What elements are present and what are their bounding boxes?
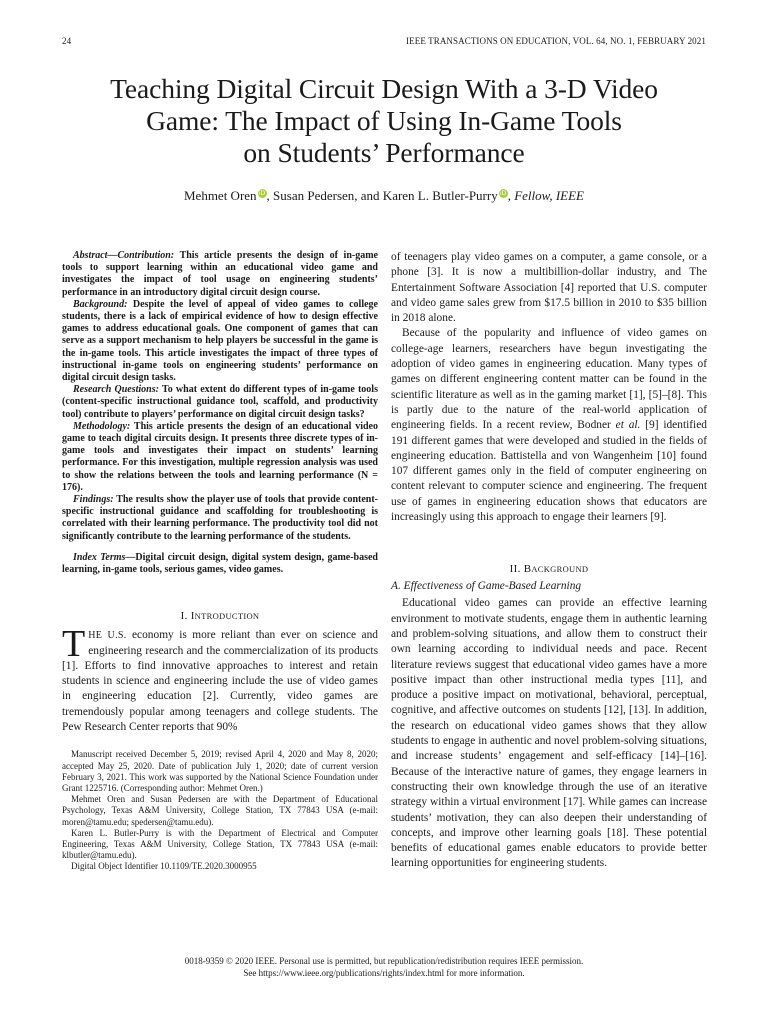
- et-al: et al.: [615, 419, 641, 432]
- body-paragraph: Educational video games can provide an effective learning environment to motivate students, engage them in authentic learning and problem-solving situations, and allow them to construct their own learning according to individual needs and pace. Recent literature reviews suggest that educational video games have a more positive impact than other instructional media types [11], and produce a positive impact on motivational, behavioral, perceptual, cognitive, and affective outcomes on students [12], [13]. In addition, the research on educational video games shows that they allow students to engage in authentic and novel problem-solving situations, and increase students’ engagement and self-efficacy [14]–[16]. Because of the interactive nature of games, they engage learners in constructing their own knowledge through the use of an iterative strategy within a virtual environment [17]. While games can increase students’ motivation, they can also deepen their understanding of concepts, and improve other learning goals [18]. These potential benefits of educational games enable educators to provide better learning opportunities for engineering students.: [391, 597, 707, 870]
- abstract-text: This article presents the design of an educational video game to teach digital circuits design. It presents three discrete types of in-game tools and investigates their impact on students’ learning performance. For this investigation, multiple regression analysis was used to show the relations between the tools and learning performance (N = 176).: [62, 420, 378, 493]
- author-list: [40, 188, 728, 204]
- abstract-label: Research Questions:: [73, 384, 159, 396]
- drop-cap: T: [62, 623, 86, 666]
- abstract-text: This article presents the design of in-game tools to support learning within an educational video game and investigates the impact of tool usage on engineering students’ performance in an introductory digital circuit design course.: [62, 250, 378, 298]
- abstract-label: Abstract—Contribution:: [73, 250, 175, 261]
- abstract-research-questions: [62, 384, 378, 421]
- subsection-heading: A. Effectiveness of Game-Based Learning: [391, 580, 582, 593]
- running-head: [62, 36, 706, 46]
- paper-title: [40, 73, 728, 169]
- abstract-label: Methodology:: [73, 420, 131, 432]
- paragraph-text: Because of the popularity and influence of video games on college-age learners, researchers have begun investigating the adoption of video games in engineering education. Many types of games on different engineering content matter can be found in the scientific literature as well as in the gaming market [1], [5]–[8]. This is partly due to the nature of the real-world application of engineering fields. In a recent review, Bodner: [391, 327, 707, 432]
- abstract: [62, 250, 378, 576]
- author-names: , Susan Pedersen, and Karen L. Butler-Purry: [266, 188, 498, 203]
- abstract-contribution: [62, 250, 378, 299]
- abstract-text: Despite the level of appeal of video games to college students, there is a lack of empirical evidence of how to design effective games to address educational goals. One component of games that can serve as a support mechanism to help players be successful in the game is the in-game tools. This article investigates the impact of three types of instructional in-game tools on engineering students’ performance on digital circuit design tasks.: [62, 298, 378, 384]
- abstract-label: Findings:: [73, 494, 114, 506]
- journal-name: IEEE TRANSACTIONS ON EDUCATION, VOL. 64, NO. 1, FEBRUARY 2021: [406, 36, 706, 46]
- copyright-footer: [40, 956, 728, 979]
- abstract-background: [62, 299, 378, 384]
- section-title-rest: ACKGROUND: [531, 564, 589, 575]
- footnote-affiliation-1: Mehmet Oren and Susan Pedersen are with the Department of Educational Psychology, Texas A&M University, College Station, TX 77843 USA (e-mail: moren@tamu.edu; spedersen@tamu.edu).: [62, 794, 378, 827]
- page-number: 24: [62, 36, 72, 46]
- section-heading-introduction: [62, 610, 378, 622]
- section-title-initial: B: [523, 563, 532, 576]
- fellow-title: Fellow, IEEE: [514, 188, 584, 203]
- body-paragraph: of teenagers play video games on a computer, a game console, or a phone [3]. It is now a multibillion-dollar industry, and The Entertainment Software Association [4] reported that U.S. computer and video game sales grew from $17.5 billion in 2010 to $35 billion in 2018 alone.: [391, 251, 707, 325]
- section-title-rest: NTRODUCTION: [194, 611, 260, 622]
- intro-paragraph: [62, 623, 379, 735]
- section-number: I.: [180, 610, 191, 623]
- abstract-text: To what extent do different types of in-game tools (content-specific instructional guidance tool, scaffold, and productivity tool) contribute to players’ performance on digital circuit design tasks?: [62, 384, 378, 420]
- body-paragraph: [391, 326, 707, 525]
- abstract-label: Background:: [73, 298, 128, 310]
- index-terms: [62, 552, 378, 576]
- abstract-text: The results show the player use of tools that provide content-specific instructional guidance and scaffolding for troubleshooting is correlated with their learning performance. The productivity tool did not significantly contribute to the learning performance of the students.: [62, 494, 378, 542]
- intro-first-word: HE U.S.: [88, 630, 127, 642]
- title-line: on Students’ Performance: [243, 137, 525, 168]
- orcid-icon[interactable]: iD: [258, 189, 266, 197]
- author-separator: ,: [507, 188, 515, 203]
- rights-url-line: See https://www.ieee.org/publications/rights/index.html for more information.: [243, 967, 525, 978]
- author-name: Mehmet Oren: [183, 188, 257, 203]
- footnotes: [62, 749, 378, 872]
- footnote-affiliation-2: Karen L. Butler-Purry is with the Department of Electrical and Computer Engineering, Texas A&M University, College Station, TX 77843 USA (e-mail: klbutler@tamu.edu).: [62, 827, 378, 861]
- index-terms-label: Index Terms: [73, 551, 126, 563]
- right-column: [391, 250, 707, 872]
- title-line: Teaching Digital Circuit Design With a 3-D Video: [110, 73, 658, 104]
- title-line: Game: The Impact of Using In-Game Tools: [146, 105, 622, 136]
- footnote-doi: Digital Object Identifier 10.1109/TE.2020.3000955: [71, 861, 257, 872]
- intro-text: economy is more reliant than ever on science and engineering research and the commercialization of its products [1]. Efforts to find innovative approaches to interest and retain students in science and engineering include the use of video games in engineering education [2]. Currently, video games are tremendously popular among teenagers and college students. The Pew Research Center reports that 90%: [62, 629, 379, 734]
- section-number: II.: [509, 563, 524, 576]
- orcid-icon[interactable]: iD: [500, 189, 507, 197]
- paragraph-text: [9] identified 191 different games that were developed and studied in the fields of engineering education. Battistella and von Wangenheim [10] found 107 different games only in the field of computer engineering on content relevant to computer science and engineering. The frequent use of games in engineering education shows that educators are increasingly using this approach to engage their learners [9].: [391, 419, 707, 524]
- copyright-line: 0018-9359 © 2020 IEEE. Personal use is permitted, but republication/redistribution requires IEEE permission.: [184, 956, 584, 966]
- left-column: [62, 250, 378, 873]
- footnote-manuscript: Manuscript received December 5, 2019; revised April 4, 2020 and May 8, 2020; accepted May 25, 2020. Date of publication July 1, 2020; date of current version February 3, 2021. This work was supported by the National Science Foundation under Grant 1225716. (Corresponding author: Mehmet Oren.): [62, 749, 378, 793]
- abstract-methodology: [62, 421, 378, 494]
- abstract-findings: [62, 494, 378, 543]
- index-terms-text: —Digital circuit design, digital system design, game-based learning, in-game tools, serious games, video games.: [62, 551, 378, 576]
- section-heading-background: [391, 563, 707, 575]
- section-title-initial: I: [190, 610, 195, 623]
